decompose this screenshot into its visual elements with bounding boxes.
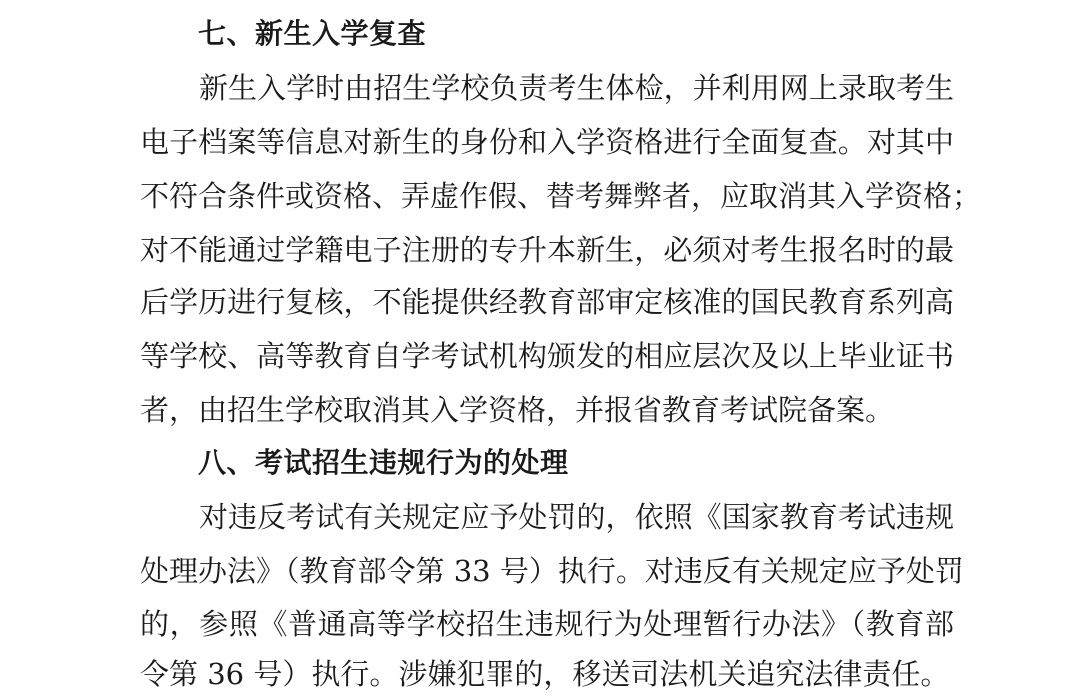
section-heading-7: 七、新生入学复查 bbox=[198, 17, 427, 50]
paragraph-line: 者，由招生学校取消其入学资格，并报省教育考试院备案。 bbox=[140, 393, 895, 427]
paragraph-line: 新生入学时由招生学校负责考生体检，并利用网上录取考生 bbox=[199, 71, 954, 105]
paragraph-line: 后学历进行复核，不能提供经教育部审定核准的国民教育系列高 bbox=[140, 285, 954, 319]
paragraph-line: 的，参照《普通高等学校招生违规行为处理暂行办法》（教育部 bbox=[140, 607, 954, 641]
paragraph-line: 不符合条件或资格、弄虚作假、替考舞弊者，应取消其入学资格； bbox=[140, 179, 982, 213]
paragraph-line: 对违反考试有关规定应予处罚的，依照《国家教育考试违规 bbox=[199, 500, 954, 534]
section-heading-8: 八、考试招生违规行为的处理 bbox=[198, 446, 569, 479]
paragraph-line: 电子档案等信息对新生的身份和入学资格进行全面复查。对其中 bbox=[140, 125, 954, 159]
paragraph-line: 令第 36 号）执行。涉嫌犯罪的，移送司法机关追究法律责任。 bbox=[140, 657, 950, 691]
paragraph-line: 对不能通过学籍电子注册的专升本新生，必须对考生报名时的最 bbox=[140, 233, 954, 267]
paragraph-line: 处理办法》（教育部令第 33 号）执行。对违反有关规定应予处罚 bbox=[140, 554, 964, 588]
paragraph-line: 等学校、高等教育自学考试机构颁发的相应层次及以上毕业证书 bbox=[140, 339, 954, 373]
